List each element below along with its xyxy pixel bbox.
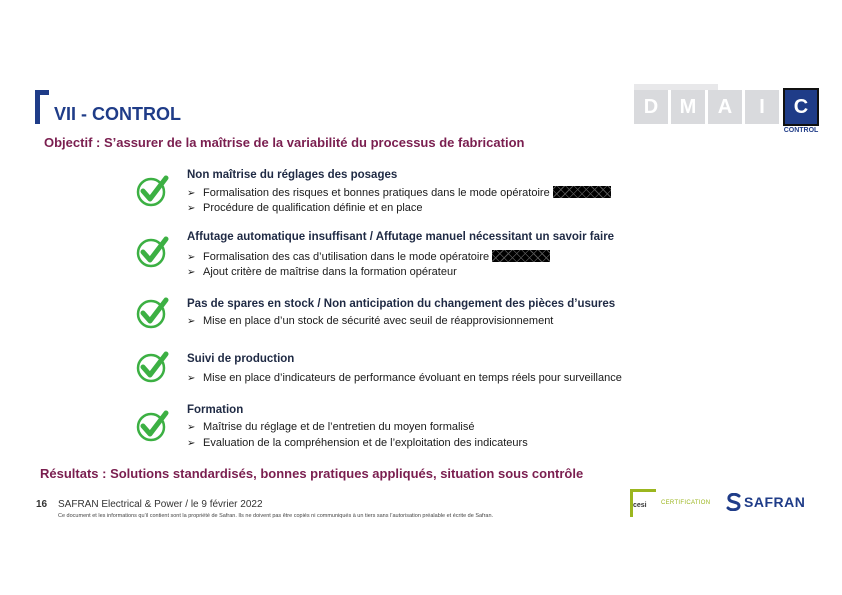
page-title: VII - CONTROL	[54, 104, 181, 124]
bullet-item	[187, 315, 553, 327]
safran-logo	[726, 491, 810, 513]
dmaic-box-m: M	[671, 90, 705, 124]
check-icon	[135, 409, 169, 443]
redaction-box	[492, 250, 550, 262]
redaction-box	[553, 186, 611, 198]
footer-org-date: SAFRAN Electrical & Power / le 9 février 2022	[58, 499, 263, 510]
cesi-name: cesi	[633, 502, 647, 509]
bullet-item	[187, 372, 622, 384]
bullet-item	[187, 421, 474, 433]
bullet-item	[187, 202, 423, 214]
check-icon	[135, 235, 169, 269]
bullet-text: Mise en place d’un stock de sécurité avec seuil de réapprovisionnement	[203, 315, 554, 327]
dmaic-box-i: I	[745, 90, 779, 124]
bullet-text: Evaluation de la compréhension et de l’exploitation des indicateurs	[203, 437, 528, 449]
dmaic-box-a: A	[708, 90, 742, 124]
safran-emblem-icon	[726, 493, 742, 511]
item-title-suivi: Suivi de production	[187, 353, 295, 365]
bullet-item	[187, 186, 611, 199]
page-number: 16	[36, 499, 48, 510]
bullet-text: Mise en place d’indicateurs de performance évoluant en temps réels pour surveillance	[203, 372, 622, 384]
item-title-spares: Pas de spares en stock / Non anticipation du changement des pièces d’usures	[187, 298, 616, 310]
bullet-item	[187, 250, 550, 263]
dmaic-box-c-active: C	[783, 88, 819, 126]
safran-wordmark: SAFRAN	[744, 494, 806, 510]
bullet-text: Procédure de qualification définie et en place	[203, 202, 423, 214]
item-title-posages: Non maîtrise du réglages des posages	[187, 169, 398, 181]
bullet-text: Ajout critère de maîtrise dans la formation opérateur	[203, 266, 457, 278]
bullet-text: Formalisation des cas d’utilisation dans le mode opératoire	[203, 251, 490, 263]
arrow-bullet-icon: ➢	[187, 252, 196, 263]
bullet-text: Formalisation des risques et bonnes pratiques dans le mode opératoire	[203, 187, 550, 199]
check-icon	[135, 296, 169, 330]
cesi-certification-label: CERTIFICATION	[661, 500, 711, 506]
title-bracket	[35, 90, 49, 124]
arrow-bullet-icon: ➢	[187, 316, 196, 327]
arrow-bullet-icon: ➢	[187, 188, 196, 199]
objective-text: Objectif : S’assurer de la maîtrise de la variabilité du processus de fabrication	[44, 135, 525, 150]
arrow-bullet-icon: ➢	[187, 422, 196, 433]
bullet-item	[187, 437, 528, 449]
dmaic-active-label: CONTROL	[783, 127, 819, 134]
check-icon	[135, 350, 169, 384]
item-title-formation: Formation	[187, 404, 244, 416]
arrow-bullet-icon: ➢	[187, 267, 196, 278]
dmaic-box-d: D	[634, 90, 668, 124]
arrow-bullet-icon: ➢	[187, 438, 196, 449]
cesi-certification-logo	[628, 489, 718, 519]
results-text: Résultats : Solutions standardisés, bonnes pratiques appliqués, situation sous contrôle	[40, 466, 584, 481]
bullet-item	[187, 266, 457, 278]
footer-notice: Ce document et les informations qu’il contient sont la propriété de Safran. Ils ne doivent pas être copiés ni communiqués à un tiers sans l’autorisation préalable et écrite de Safran.	[58, 513, 494, 519]
arrow-bullet-icon: ➢	[187, 203, 196, 214]
bullet-text: Maîtrise du réglage et de l’entretien du moyen formalisé	[203, 421, 475, 433]
arrow-bullet-icon: ➢	[187, 373, 196, 384]
check-icon	[135, 174, 169, 208]
item-title-affutage: Affutage automatique insuffisant / Affutage manuel nécessitant un savoir faire	[187, 231, 615, 243]
